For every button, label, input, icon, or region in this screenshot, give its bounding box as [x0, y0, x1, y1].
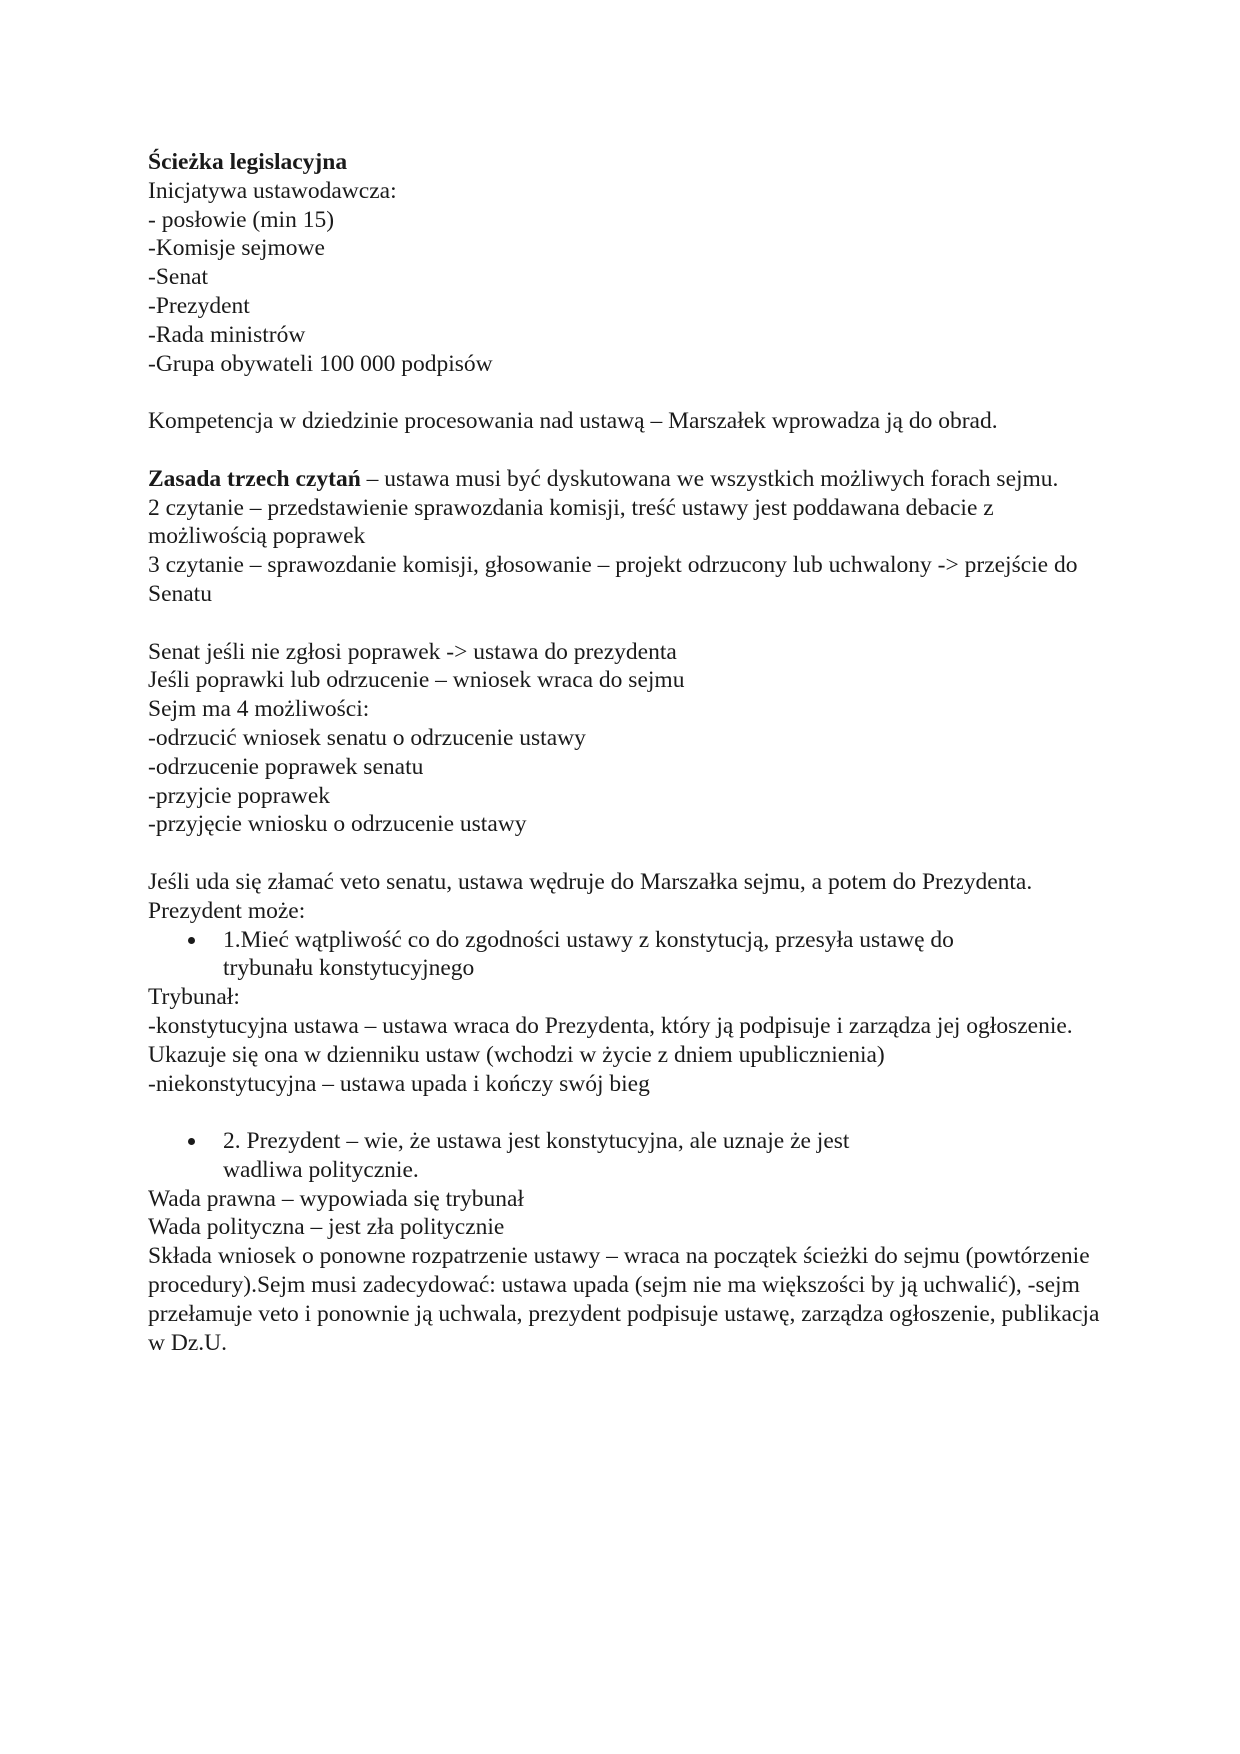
bullet-text: 1.Mieć wątpliwość co do zgodności ustawy z konstytucją, przesyła ustawę do trybunału konstytucyjnego — [223, 926, 954, 982]
spacer — [148, 839, 1108, 868]
bullet-item — [148, 1127, 1108, 1185]
three-readings-paragraph — [148, 465, 1108, 494]
spacer — [148, 1098, 1108, 1127]
senate-line: Jeśli poprawki lub odrzucenie – wniosek wraca do sejmu — [148, 667, 685, 694]
political-defect-line: Wada polityczna – jest zła politycznie — [148, 1214, 505, 1241]
sejm-option: -odrzucenie poprawek senatu — [148, 753, 424, 780]
initiative-item: -Senat — [148, 264, 209, 291]
bullet-icon — [188, 1138, 195, 1145]
competence-paragraph: Kompetencja w dziedzinie procesowania nad ustawą – Marszałek wprowadza ją do obrad. — [148, 408, 998, 435]
procedure-paragraph: Składa wniosek o ponowne rozpatrzenie ustawy – wraca na początek ścieżki do sejmu (powtórzenie procedury).Sejm musi zadecydować: ustawa upada (sejm nie ma większości by ją uchwalić), -sejm przełamuje veto i ponownie ją uchwala, prezydent podpisuje ustawę, zarządza ogłoszenie, publikacja w Dz.U. — [148, 1243, 1100, 1356]
document-title: Ścieżka legislacyjna — [148, 149, 348, 175]
senate-line: Sejm ma 4 możliwości: — [148, 696, 370, 723]
three-readings-definition: – ustawa musi być dyskutowana we wszystkich możliwych forach sejmu. — [360, 465, 1059, 492]
second-reading-paragraph: 2 czytanie – przedstawienie sprawozdania komisji, treść ustawy jest poddawana debacie z możliwością poprawek — [148, 494, 994, 550]
bullet-item — [148, 926, 1108, 984]
bullet-text: 2. Prezydent – wie, że ustawa jest konstytucyjna, ale uznaje że jest wadliwa politycznie. — [223, 1128, 850, 1183]
third-reading-paragraph: 3 czytanie – sprawozdanie komisji, głosowanie – projekt odrzucony lub uchwalony -> przejście do Senatu — [148, 552, 1078, 607]
initiative-item: - posłowie (min 15) — [148, 206, 335, 233]
document-page — [148, 148, 1108, 1357]
tribunal-constitutional: -konstytucyjna ustawa – ustawa wraca do Prezydenta, który ją podpisuje i zarządza jej ogłoszenie. Ukazuje się ona w dzienniku ustaw (wchodzi w życie z dniem upublicznienia) — [148, 1012, 1073, 1068]
sejm-option: -odrzucić wniosek senatu o odrzucenie ustawy — [148, 724, 586, 751]
spacer — [148, 378, 1108, 407]
tribunal-unconstitutional: -niekonstytucyjna – ustawa upada i kończy swój bieg — [148, 1070, 650, 1097]
initiative-item: -Grupa obywateli 100 000 podpisów — [148, 350, 493, 377]
president-options-heading: Prezydent może: — [148, 897, 306, 924]
tribunal-heading: Trybunał: — [148, 984, 240, 1011]
veto-paragraph: Jeśli uda się złamać veto senatu, ustawa wędruje do Marszałka sejmu, a potem do Prezydenta. — [148, 868, 1033, 895]
initiative-item: -Komisje sejmowe — [148, 235, 325, 262]
sejm-option: -przyjcie poprawek — [148, 782, 331, 809]
senate-line: Senat jeśli nie zgłosi poprawek -> ustawa do prezydenta — [148, 638, 677, 665]
legal-defect-line: Wada prawna – wypowiada się trybunał — [148, 1185, 524, 1212]
bullet-icon — [188, 937, 195, 944]
spacer — [148, 609, 1108, 638]
initiative-heading: Inicjatywa ustawodawcza: — [148, 177, 397, 204]
sejm-option: -przyjęcie wniosku o odrzucenie ustawy — [148, 811, 527, 838]
three-readings-term: Zasada trzech czytań — [148, 465, 361, 492]
initiative-item: -Prezydent — [148, 292, 250, 319]
initiative-item: -Rada ministrów — [148, 321, 306, 348]
spacer — [148, 436, 1108, 465]
